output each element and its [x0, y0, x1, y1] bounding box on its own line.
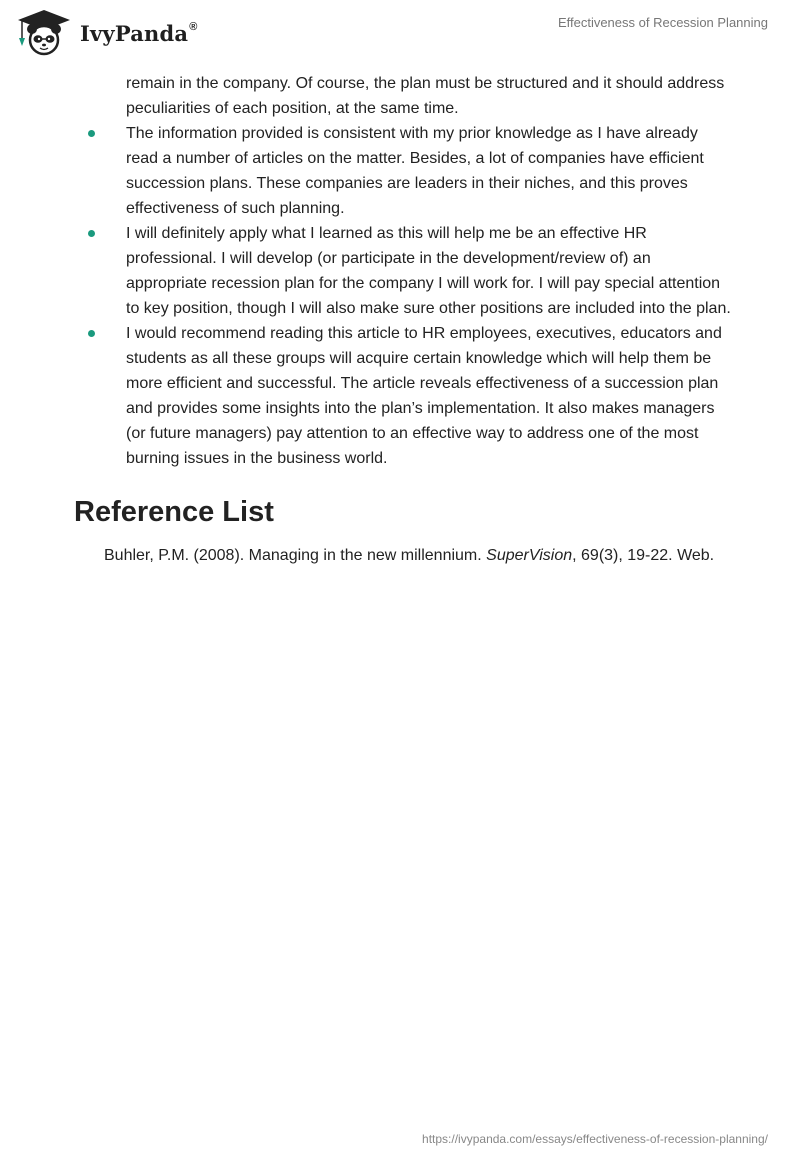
- reference-journal: SuperVision: [486, 547, 573, 564]
- reference-details: , 69(3), 19-22. Web.: [572, 547, 715, 564]
- document-title: Effectiveness of Recession Planning: [557, 15, 768, 30]
- reference-entry: [74, 543, 732, 568]
- document-body: [0, 71, 800, 568]
- list-item: [0, 71, 800, 121]
- registered-mark: ®: [189, 20, 198, 33]
- source-url-link[interactable]: https://ivypanda.com/essays/effectiveness-of-recession-planning/: [422, 1132, 768, 1146]
- list-item-text: remain in the company. Of course, the plan must be structured and it should address peculiarities of each position, at the same time.: [126, 75, 725, 117]
- list-item-text: The information provided is consistent with my prior knowledge as I have already read a number of articles on the matter. Besides, a lot of companies have efficient succession plans. These companies are leaders in their niches, and this proves effectiveness of such planning.: [126, 125, 704, 217]
- reference-authors-title: Buhler, P.M. (2008). Managing in the new millennium.: [104, 547, 487, 564]
- list-item: [0, 221, 800, 321]
- bullet-dot-icon: [88, 130, 95, 137]
- bullet-dot-icon: [88, 230, 95, 237]
- list-item-text: I will definitely apply what I learned as this will help me be an effective HR professional. I will develop (or participate in the development/review of) an appropriate recession plan for the company I will work for. I will pay special attention to key position, though I will also make sure other positions are included into the plan.: [126, 225, 731, 317]
- bullet-list: [0, 71, 800, 471]
- list-item: [0, 321, 800, 471]
- ivypanda-logo[interactable]: [14, 8, 198, 56]
- list-item-text: I would recommend reading this article to HR employees, executives, educators and students as all these groups will acquire certain knowledge which will help them be more efficient and successful. The article reveals effectiveness of a succession plan and provides some insights into the plan’s implementation. It also makes managers (or future managers) pay attention to an effective way to address one of the most burning issues in the business world.: [126, 325, 722, 467]
- brand-name: IvyPanda®: [80, 20, 198, 46]
- reference-list-heading: Reference List: [74, 496, 274, 528]
- list-item: [0, 121, 800, 221]
- page-header: [0, 0, 800, 62]
- panda-graduate-icon: [14, 8, 74, 56]
- bullet-dot-icon: [88, 330, 95, 337]
